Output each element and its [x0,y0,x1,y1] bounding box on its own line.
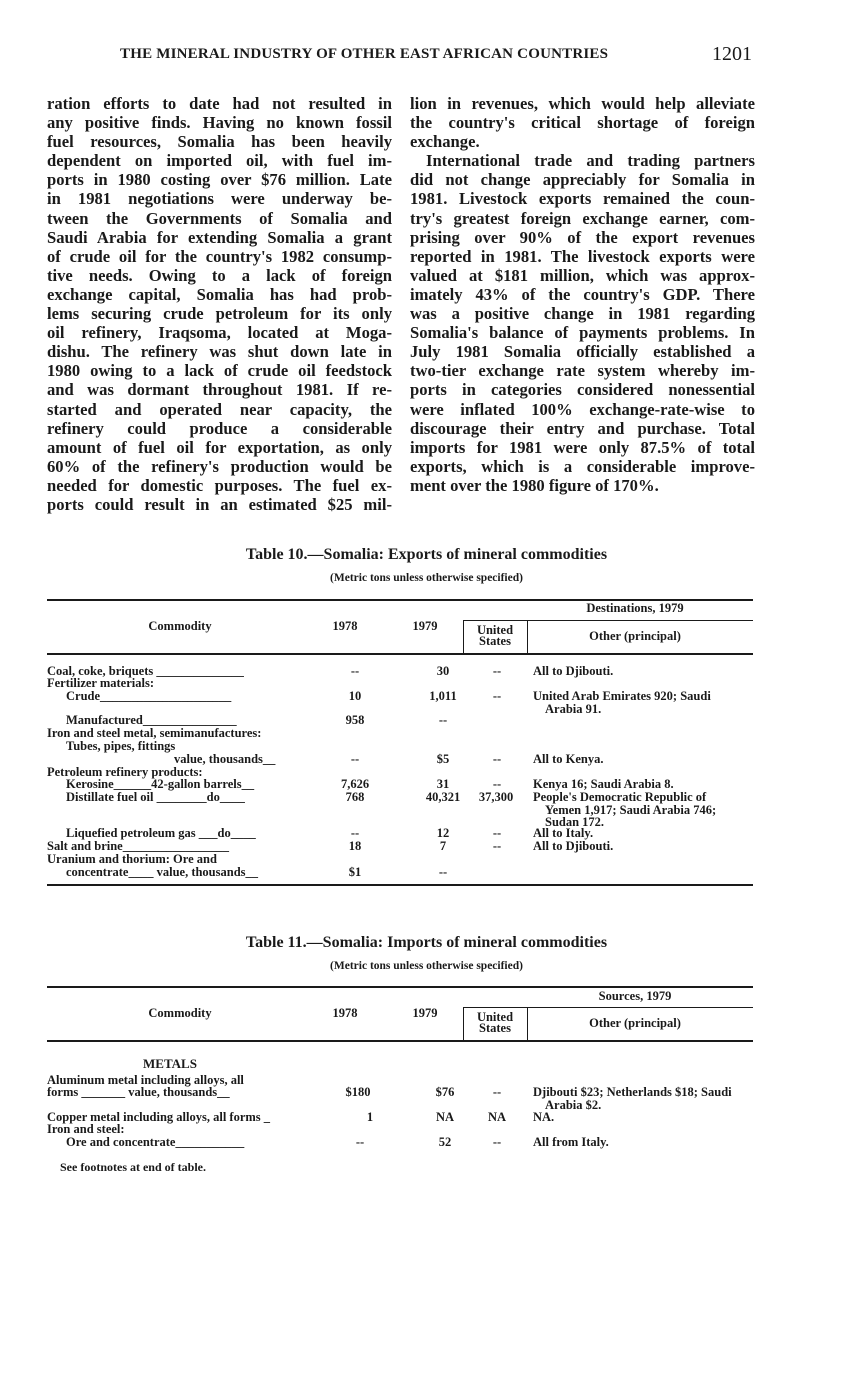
text-line: 1981. Livestock exports remained the coun- [410,189,755,209]
text-line: did not change appreciably for Somalia in [410,170,755,190]
table-row-label: Tubes, pipes, fittings [66,739,176,753]
text-line: ment over the 1980 figure of 170%. [410,475,659,495]
table-row-label: Fertilizer materials: [47,676,155,690]
text-line: ports in 1980 costing over $76 million. Late [47,170,392,190]
text-line: and was dormant throughout 1981. If re- [47,380,392,400]
table-cell-other [533,690,711,715]
table-cell-us: -- [492,1085,502,1099]
table-cell-us: -- [492,777,502,791]
table-row-label: Petroleum refinery products: [47,765,203,779]
text-line: ration efforts to date had not resulted in [47,94,392,113]
table-cell-1979: $5 [436,752,450,766]
table10-col-us [463,625,527,647]
text-line: tween the Governments of Somalia and [47,208,392,228]
table-cell-1978: 10 [348,689,362,703]
dest-line: All from Italy. [533,1135,609,1149]
dest-line: Arabia $2. [545,1097,602,1112]
table-row-label: concentrate____ value, thousands__ [66,865,259,879]
table-cell-other [533,1136,609,1149]
table10-subtitle: (Metric tons unless otherwise specified) [330,572,523,584]
table10-col-divider [527,620,528,653]
table11-top-rule [47,986,753,988]
table-cell-1979: $76 [435,1085,455,1099]
table-cell-other [533,753,603,766]
text-line: dependent on imported oil, with fuel im- [47,151,392,171]
text-line: in 1981 negotiations were underway be- [47,189,392,209]
table-row-label: Uranium and thorium: Ore and [47,852,217,866]
dest-line: Djibouti $23; Netherlands $18; Saudi [533,1085,732,1099]
table-row-label: Liquefied petroleum gas ___do____ [66,826,256,840]
table-row-label: Distillate fuel oil ________do____ [66,790,245,804]
table-row-label: Manufactured_______________ [66,713,237,727]
table11-col-divider [527,1007,528,1040]
text-line: started and operated near capacity, the [47,399,392,419]
table-cell-other [533,665,613,678]
table-cell-us: -- [492,664,502,678]
header-line: United [476,623,514,637]
table-cell-1978: 958 [345,713,365,727]
table-row-label: Crude_____________________ [66,689,232,703]
table11-col-commodity: Commodity [148,1006,212,1020]
table-row-label: Coal, coke, briquets ______________ [47,664,244,678]
table-cell-1979: 31 [436,777,450,791]
table-row-label: forms _______ value, thousands__ [47,1085,230,1099]
body-column-left [47,94,392,514]
header-line: States [479,634,511,648]
dest-line: Kenya 16; Saudi Arabia 8. [533,777,674,791]
text-line: tive needs. Owing to a lack of foreign [47,265,392,285]
header-line: States [479,1021,511,1035]
table-row-label: Ore and concentrate___________ [66,1135,245,1149]
table-cell-other [533,1111,554,1124]
table-cell-1979: 52 [438,1135,452,1149]
text-line: prising over 90% of the export revenues [410,227,755,247]
table-cell-1979: 1,011 [429,689,457,703]
table11-footnote: See footnotes at end of table. [60,1160,206,1174]
dest-line: United Arab Emirates 920; Saudi [533,689,711,703]
table-cell-us: -- [492,689,502,703]
text-line: any positive finds. Having no known fossil [47,113,392,133]
table-cell-other [533,827,593,840]
text-line: valued at $181 million, which was approx- [410,265,755,285]
text-line: exchange capital, Somalia has had prob- [47,284,392,304]
table-cell-other [533,778,674,791]
table-row-label: Iron and steel: [47,1122,125,1136]
text-line: was a positive change in 1981 regarding [410,304,755,324]
text-line: try's greatest foreign exchange earner, com- [410,208,755,228]
text-line: Saudi Arabia for extending Somalia a grant [47,227,392,247]
table-cell-1979: -- [438,713,448,727]
text-line: discourage their entry and purchase. Total [410,418,755,438]
table-cell-1978: -- [350,664,360,678]
table-cell-us: -- [492,839,502,853]
table-row-label: Kerosine______42-gallon barrels__ [66,777,255,791]
table10-title: Table 10.—Somalia: Exports of mineral commodities [245,546,608,563]
text-line: ports in categories considered nonessential [410,380,755,400]
table10-header-rule [47,653,753,655]
dest-line: All to Djibouti. [533,664,614,678]
table10-col-destinations: Destinations, 1979 [586,601,684,615]
dest-line: All to Djibouti. [533,839,614,853]
table-row-label: value, thousands__ [174,752,276,766]
text-line: ports could result in an estimated $25 mil- [47,494,392,514]
table-cell-1978: 7,626 [340,777,370,791]
table-cell-other [533,791,716,829]
table-cell-1978: 1 [366,1110,374,1124]
table10-group-rule [463,620,753,621]
table-cell-other [533,1086,732,1111]
table11-col-1978: 1978 [332,1006,358,1020]
text-line: 1980 owing to a lack of crude oil feedstock [47,361,392,381]
table-cell-us: NA [487,1110,507,1124]
header-line: United [476,1010,514,1024]
table-row-label: Iron and steel metal, semimanufactures: [47,726,262,740]
table-cell-1978: -- [350,752,360,766]
table-cell-us: -- [492,826,502,840]
table10-bottom-rule [47,884,753,886]
table-cell-1978: -- [350,826,360,840]
table-cell-1979: -- [438,865,448,879]
text-line: fuel resources, Somalia has been heavily [47,132,392,152]
text-line: July 1981 Somalia officially established a [410,342,755,362]
table11-col-1979: 1979 [412,1006,438,1020]
text-line: dishu. The refinery was shut down late in [47,342,392,362]
dest-line: All to Kenya. [533,752,604,766]
table-cell-us: -- [492,1135,502,1149]
text-line: amount of fuel oil for exportation, as only [47,437,392,457]
dest-line: Arabia 91. [545,701,602,716]
table11-subtitle: (Metric tons unless otherwise specified) [330,960,523,972]
table-cell-1979: 30 [436,664,450,678]
text-line: of crude oil for the country's 1982 consump- [47,246,392,266]
table-cell-other [533,840,613,853]
table11-col-other: Other (principal) [589,1016,681,1030]
text-line: two-tier exchange rate system whereby im- [410,361,755,381]
text-line: the country's critical shortage of foreign [410,113,755,133]
table-cell-1979: 7 [439,839,447,853]
table10-col-commodity: Commodity [148,619,212,633]
table-cell-1978: 768 [345,790,365,804]
running-title: THE MINERAL INDUSTRY OF OTHER EAST AFRICAN COUNTRIES [120,46,609,62]
table-row-label: Copper metal including alloys, all forms _ [47,1110,271,1124]
text-line: lems securing crude petroleum for its only [47,304,392,324]
table-cell-1978: 18 [348,839,362,853]
table10-col-other: Other (principal) [589,629,681,643]
text-line: oil refinery, Iraqsoma, located at Moga- [47,323,392,343]
text-line: needed for domestic purposes. The fuel ex- [47,475,392,495]
table-cell-1979: NA [435,1110,455,1124]
text-line: exports, which is a considerable improve- [410,456,755,476]
dest-line: Yemen 1,917; Saudi Arabia 746; [545,802,717,817]
text-line: imports for 1981 were only 87.5% of total [410,437,755,457]
text-line: reported in 1981. The livestock exports were [410,246,755,266]
table-row-label: Aluminum metal including alloys, all [47,1073,244,1087]
table11-header-rule [47,1040,753,1042]
text-line: International trade and trading partners [426,151,755,171]
body-column-right [410,94,755,495]
table-cell-1979: 40,321 [425,790,461,804]
text-line: exchange. [410,132,480,152]
table-cell-1978: $180 [345,1085,371,1099]
text-line: refinery could produce a considerable [47,418,392,438]
dest-line: NA. [533,1110,555,1124]
table10-col-1978: 1978 [332,619,358,633]
table11-section-metals: METALS [143,1056,197,1071]
table10-col-1979: 1979 [412,619,438,633]
table-cell-1978: $1 [348,865,362,879]
table11-group-rule [463,1007,753,1008]
dest-line: People's Democratic Republic of [533,790,707,804]
text-line: lion in revenues, which would help alleviate [410,94,755,113]
table-cell-us: -- [492,752,502,766]
table11-title: Table 11.—Somalia: Imports of mineral commodities [245,934,608,951]
table-cell-1979: 12 [436,826,450,840]
text-line: imately 43% of the country's GDP. There [410,284,755,304]
text-line: were inflated 100% exchange-rate-wise to [410,399,755,419]
table-row-label: Salt and brine_________________ [47,839,229,853]
text-line: 60% of the refinery's production would be [47,456,392,476]
table11-col-us [463,1012,527,1034]
text-line: Somalia's balance of payments problems. In [410,323,755,343]
page-number: 1201 [712,43,752,65]
table-cell-1978: -- [355,1135,365,1149]
dest-line: Sudan 172. [545,815,605,829]
dest-line: All to Italy. [533,826,594,840]
table11-col-sources: Sources, 1979 [598,989,672,1003]
table-cell-us: 37,300 [478,790,514,804]
